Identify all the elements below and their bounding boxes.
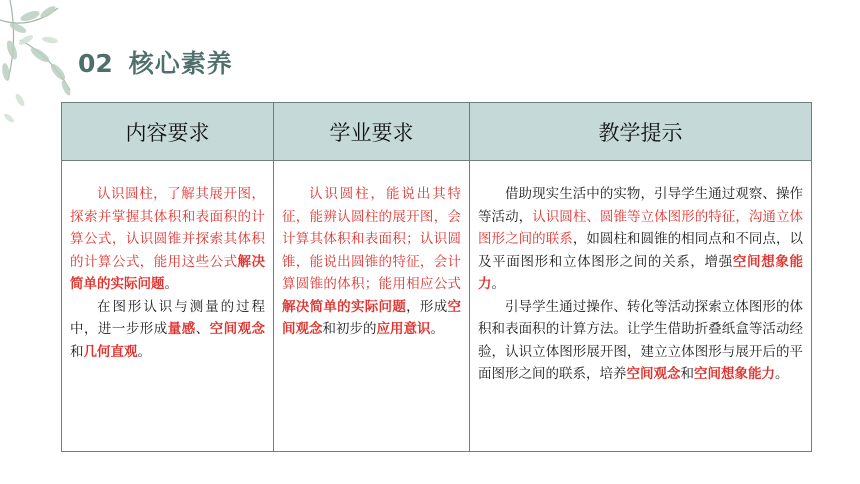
body-text: 。 (137, 343, 151, 360)
body-text: ，如圆柱和圆锥的相同点和不同点，以及平面图形和立体图形之间的关系，增强 (478, 231, 804, 270)
cell-paragraph (70, 296, 265, 364)
key-literacy-term: 空间观念 (209, 321, 266, 337)
section-number: 02 (78, 49, 113, 78)
body-text: 。 (164, 276, 178, 292)
cell-paragraph (478, 296, 803, 386)
key-literacy-term: 空间观念 (282, 298, 461, 337)
body-text: 借助现实生活中的实物，引导学生通过观察、操作等活动， (478, 186, 803, 225)
highlighted-text: 认识圆柱，了解其展开图，探索并掌握其体积和表面积的计算公式，认识圆锥并探索其体积的计算公式，能用这些公式 (70, 186, 265, 270)
header-content-requirements: 内容要求 (61, 102, 274, 161)
teaching-tips-cell (470, 161, 812, 452)
body-text: 引导学生通过操作、转化等活动探索立体图形的体积和表面积的计算方法。让学生借助折叠纸盒等活动经验，认识立体图形展开图，建立立体图形与展开后的平面图形之间的联系，培养 (478, 298, 803, 382)
content-requirements-cell (61, 161, 274, 452)
section-heading (78, 44, 233, 80)
academic-requirements-cell (274, 161, 470, 452)
body-text: 。 (491, 276, 505, 292)
key-literacy-term: 空间想象能力 (478, 253, 804, 292)
section-title: 核心素养 (128, 49, 233, 78)
body-text: 。 (775, 366, 789, 382)
body-text: 在图形认识与测量的过程中，进一步形成 (70, 298, 265, 337)
key-literacy-term: 解决简单的实际问题 (70, 253, 266, 292)
header-teaching-tips: 教学提示 (470, 102, 812, 161)
body-text: 。 (430, 321, 444, 337)
cell-paragraph (70, 183, 265, 296)
header-academic-requirements: 学业要求 (274, 102, 470, 161)
highlighted-text: 认识圆柱，能说出其特征，能辨认圆柱的展开图，会计算其体积和表面积；认识圆锥，能说出圆锥的特征，会计算圆锥的体积；能用相应公式 (282, 186, 461, 292)
key-literacy-term: 几何直观 (83, 343, 138, 360)
core-literacy-table (61, 102, 812, 452)
body-text: ，形成 (406, 298, 448, 315)
cell-paragraph (282, 183, 461, 341)
body-text: 和 (70, 343, 84, 360)
key-literacy-term: 量感 (167, 321, 196, 337)
key-literacy-term: 空间想象能力 (694, 366, 775, 382)
body-text: 和 (680, 366, 694, 382)
body-text: 、 (195, 321, 210, 337)
key-literacy-term: 解决简单的实际问题 (282, 298, 407, 315)
key-literacy-term: 空间观念 (626, 366, 681, 382)
highlighted-text: 认识圆柱、圆锥等立体图形的特征，沟通立体图形之间的联系 (478, 208, 804, 247)
cell-paragraph (478, 183, 803, 296)
body-text: 和初步的 (322, 321, 377, 337)
key-literacy-term: 应用意识 (376, 321, 431, 337)
